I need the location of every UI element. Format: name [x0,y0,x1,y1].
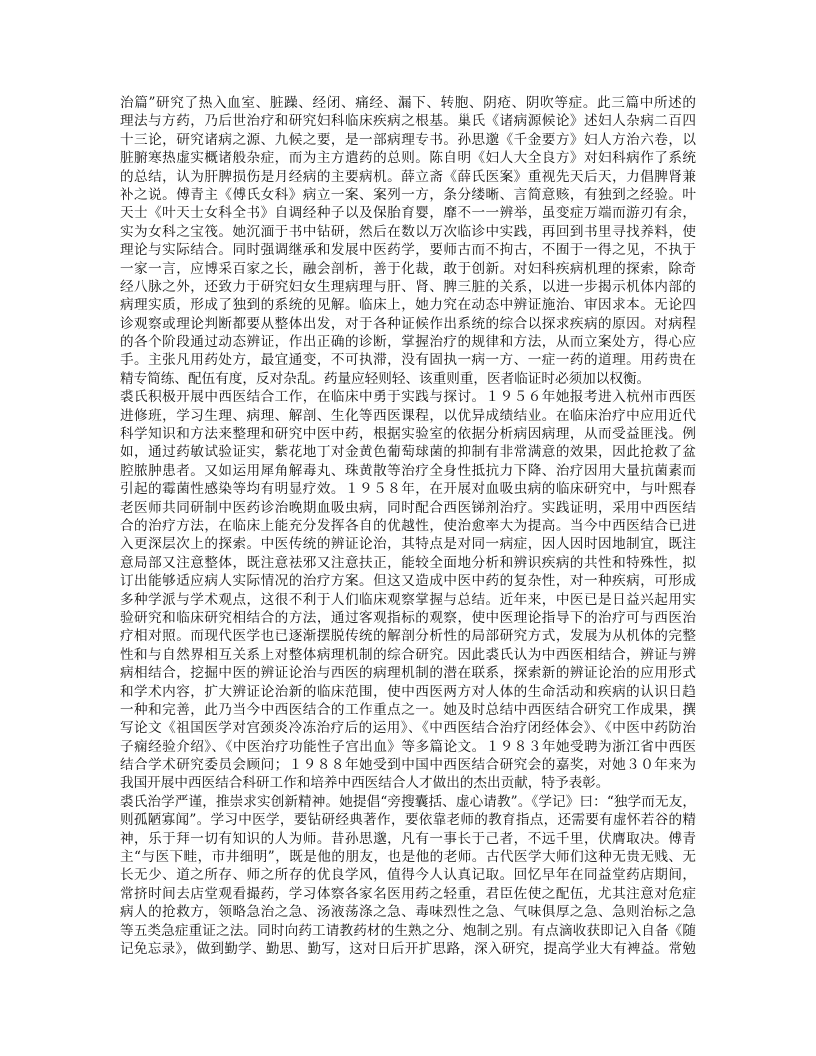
text-line: 病人的抢救方，领略急治之急、汤液荡涤之急、毒味烈性之急、气味俱厚之急、急则治标之急 [120,904,696,921]
text-line: 入更深层次上的探索。中医传统的辨证论治，其特点是对同一病症，因人因时因地制宜，既注 [120,536,696,553]
text-line: 进修班，学习生理、病理、解剖、生化等西医课程，以优异成绩结业。在临床治疗中应用近代 [120,407,696,424]
document-body [120,94,696,958]
text-line: 老医师共同研制中医药诊治晚期血吸虫病，同时配合西医锑剂治疗。实践证明，采用中西医结 [120,499,696,516]
text-line: 一家一言，应博采百家之长，融会剖析，善于化裁，敢于创新。对妇科疾病机理的探索，除奇 [120,260,696,277]
text-line: 脏腑寒热虚实概诸般杂症，而为主方遣药的总则。陈自明《妇人大全良方》对妇科病作了系统 [120,150,696,167]
text-line: 如，通过药敏试验证实，紫花地丁对金黄色葡萄球菌的抑制有非常满意的效果，因此抢救了盆 [120,444,696,461]
paragraph [120,388,696,793]
text-line: 裘氏积极开展中西医结合工作，在临床中勇于实践与探讨。１９５６年她报考进入杭州市西医 [120,389,696,406]
text-line: 十三论，研究诸病之源、九候之要，是一部病理专书。孙思邈《千金要方》妇人方治六卷，以 [120,131,696,148]
text-line: 补之说。傅青主《傅氏女科》病立一案、案列一方，条分缕晰、言简意赅，有独到之经验。叶 [120,186,696,203]
text-line: 理论与实际结合。同时强调继承和发展中医药学，要师古而不拘古，不囿于一得之见，不执于 [120,242,696,259]
text-line: 疗相对照。而现代医学也已逐渐摆脱传统的解剖分析性的局部研究方式，发展为从机体的完整 [120,628,696,645]
text-line: 裘氏治学严谨，推崇求实创新精神。她提倡“旁搜囊括、虚心请教”。《学记》曰：“独学而无友， [120,793,696,810]
text-line: 诊观察或理论判断都要从整体出发，对于各种证候作出系统的综合以探求疾病的原因。对病程 [120,315,696,332]
text-line: 天士《叶天士女科全书》自调经种子以及保胎育婴，靡不一一辨举，虽变症万端而游刃有余， [120,205,696,222]
text-line: 意局部又注意整体，既注意祛邪又注意扶正，能较全面地分析和辨识疾病的共性和特殊性，拟 [120,554,696,571]
text-line: 和学术内容，扩大辨证论治新的临床范围，使中西医两方对人体的生命活动和疾病的认识日趋 [120,683,696,700]
text-line: 主“与医下畦，市井细明”，既是他的朋友，也是他的老师。古代医学大师们这种无贵无贱、无 [120,849,696,866]
text-line: 神，乐于拜一切有知识的人为师。昔孙思邈，凡有一事长于己者，不远千里，伏膺取决。傅青 [120,830,696,847]
text-line: 科学知识和方法来整理和研究中医中药，根据实验室的依据分析病因病理，从而受益匪浅。例 [120,426,696,443]
text-line: 写论文《祖国医学对宫颈炎冷冻治疗后的运用》、《中西医结合治疗闭经体会》、《中医中药防治 [120,720,696,737]
text-line: 记免忘录》，做到勤学、勤思、勤写，这对日后开扩思路，深入研究，提高学业大有裨益。常勉 [120,940,696,957]
text-line: 结合学术研究委员会顾问；１９８８年她受到中国中西医结合研究会的嘉奖，对她３０年来为 [120,757,696,774]
text-line: 常挤时间去店堂观看撮药，学习体察各家名医用药之轻重，君臣佐使之配伍，尤其注意对危症 [120,885,696,902]
text-line: 理法与方药，乃后世治疗和研究妇科临床疾病之根基。巢氏《诸病源候论》述妇人杂病二百四 [120,113,696,130]
text-line: 引起的霉菌性感染等均有明显疗效。１９５８年，在开展对血吸虫病的临床研究中，与叶熙春 [120,481,696,498]
text-line: 的各个阶段通过动态辨证，作出正确的诊断，掌握治疗的规律和方法，从而立案处方，得心应 [120,334,696,351]
text-line: 腔脓肿患者。又如运用犀角解毒丸、珠黄散等治疗全身性抵抗力下降、治疗因用大量抗菌素而 [120,462,696,479]
text-line: 子痫经验介绍》、《中医治疗功能性子宫出血》等多篇论文。１９８３年她受聘为浙江省中西医 [120,738,696,755]
text-line: 多种学派与学术观点，这很不利于人们临床观察掌握与总结。近年来，中医已是日益兴起用实 [120,591,696,608]
text-line: 一种和完善，此乃当今中西医结合的工作重点之一。她及时总结中西医结合研究工作成果，撰 [120,701,696,718]
text-line: 订出能够适应病人实际情况的治疗方案。但这又造成中医中药的复杂性，对一种疾病，可形成 [120,573,696,590]
paragraph [120,94,696,388]
text-line: 病相结合，挖掘中医的辨证论治与西医的病理机制的潜在联系，探索新的辨证论治的应用形式 [120,665,696,682]
text-line: 我国开展中西医结合科研工作和培养中西医结合人才做出的杰出贡献，特予表彰。 [120,775,610,792]
text-line: 手。主张凡用药处方，最宜通变，不可执滞，没有固执一病一方、一症一药的道理。用药贵在 [120,352,696,369]
text-line: 病理实质，形成了独到的系统的见解。临床上，她力究在动态中辨证施治、审因求本。无论四 [120,297,696,314]
text-line: 合的治疗方法，在临床上能充分发挥各自的优越性，使治愈率大为提高。当今中西医结合已进 [120,517,696,534]
paragraph [120,793,696,959]
text-line: 治篇”研究了热入血室、脏躁、经闭、痛经、漏下、转胞、阴疮、阴吹等症。此三篇中所述的 [120,95,696,111]
text-line: 经八脉之外，还致力于研究妇女生理病理与肝、肾、脾三脏的关系，以进一步揭示机体内部的 [120,278,696,295]
text-line: 则孤陋寡闻”。学习中医学，要钻研经典著作，要依靠老师的教育指点，还需要有虚怀若谷的精 [120,812,696,829]
text-line: 长无少、道之所存、师之所存的优良学风，值得今人认真记取。回忆早年在同益堂药店期间， [120,867,696,884]
text-line: 精专简练、配伍有度，反对杂乱。药量应轻则轻、该重则重，医者临证时必须加以权衡。 [120,370,651,387]
text-line: 验研究和临床研究相结合的方法，通过客观指标的观察，使中医理论指导下的治疗可与西医治 [120,609,696,626]
text-line: 的总结，认为肝脾损伤是月经病的主要病机。薛立斋《薛氏医案》重视先天后天，力倡脾肾兼 [120,168,696,185]
text-line: 性和与自然界相互关系上对整体病理机制的综合研究。因此裘氏认为中西医相结合，辨证与辨 [120,646,696,663]
text-line: 实为女科之宝筏。她沉湎于书中钻研，然后在数以万次临诊中实践，再回到书里寻找养料，使 [120,223,696,240]
text-line: 等五类急症重证之法。同时向药工请教药材的生熟之分、炮制之别。有点滴收获即记入自备《随 [120,922,696,939]
